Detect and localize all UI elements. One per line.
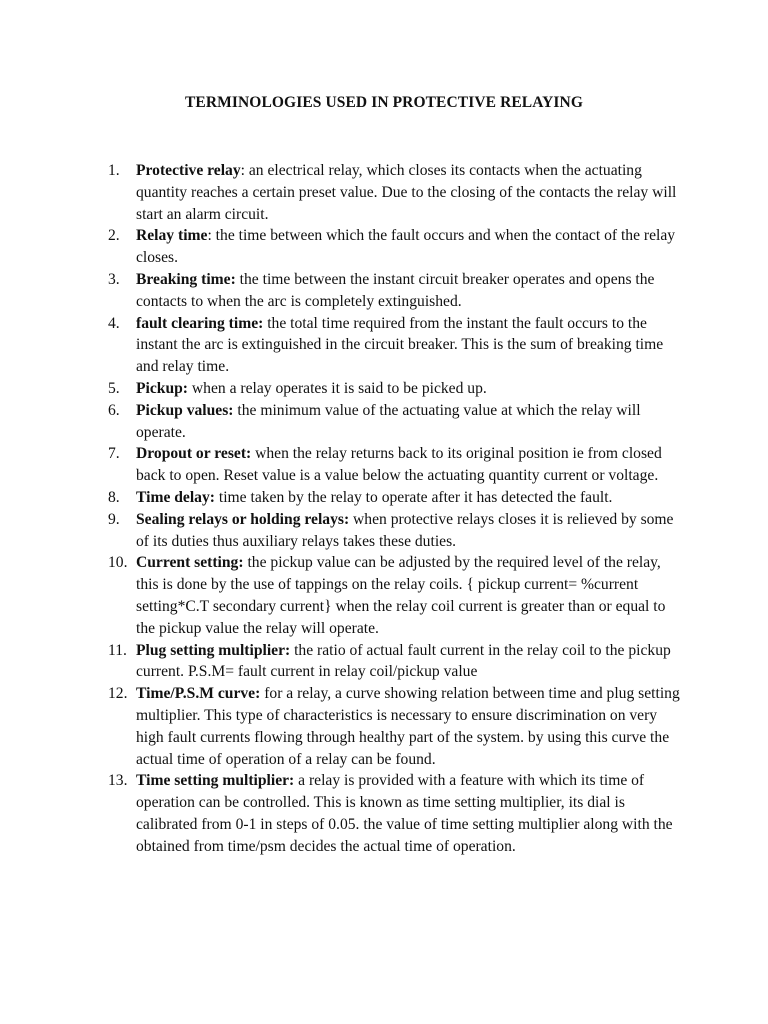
item-number: 10. xyxy=(108,554,128,572)
list-item xyxy=(108,378,686,400)
item-number: 13. xyxy=(108,772,128,790)
term-name: Current setting: xyxy=(136,554,244,572)
page-title: TERMINOLOGIES USED IN PROTECTIVE RELAYING xyxy=(184,94,583,111)
term-definition: when protective relays closes it is relieved by some of its duties thus auxiliary relays takes these duties. xyxy=(136,510,674,550)
list-item xyxy=(108,640,686,684)
term-name: Protective relay xyxy=(136,162,241,179)
term-definition: the ratio of actual fault current in the relay coil to the pickup current. P.S.M= fault current in relay coil/pickup value xyxy=(136,641,671,681)
term-definition: for a relay, a curve showing relation between time and plug setting multiplier. This type of characteristics is necessary to ensure discrimination on very high fault currents flowing through healthy part of the system. by using this curve the actual time of operation of a relay can be found. xyxy=(136,685,680,768)
list-item xyxy=(108,683,686,770)
term-definition: time taken by the relay to operate after it has detected the fault. xyxy=(214,488,613,506)
list-item xyxy=(108,160,686,225)
term-definition: the total time required from the instant the fault occurs to the instant the arc is extinguished in the circuit breaker. This is the sum of breaking time and relay time. xyxy=(136,314,664,376)
term-name: Sealing relays or holding relays: xyxy=(136,510,350,528)
list-item xyxy=(108,225,686,269)
item-number: 5. xyxy=(108,379,120,397)
terminology-list xyxy=(108,160,686,858)
term-name: Time/P.S.M curve: xyxy=(136,685,261,703)
term-name: Dropout or reset: xyxy=(136,445,252,463)
term-definition: a relay is provided with a feature with which its time of operation can be controlled. This is known as time setting multiplier, its dial is calibrated from 0-1 in steps of 0.05. the value of time setting multiplier along with the obtained from time/psm decides the actual time of operation. xyxy=(136,772,673,855)
item-number: 6. xyxy=(108,401,120,419)
item-number: 12. xyxy=(108,685,128,703)
term-name: Plug setting multiplier: xyxy=(136,641,291,659)
term-definition: when a relay operates it is said to be picked up. xyxy=(188,379,487,397)
list-item xyxy=(108,269,686,313)
item-number: 1. xyxy=(108,162,120,179)
list-item xyxy=(108,400,686,444)
list-item xyxy=(108,487,686,509)
term-definition: : the time between which the fault occurs and when the contact of the relay closes. xyxy=(136,227,676,267)
term-name: Time setting multiplier: xyxy=(136,772,295,790)
list-item xyxy=(108,313,686,378)
term-name: Pickup: xyxy=(136,379,188,397)
item-number: 9. xyxy=(108,510,120,528)
item-number: 7. xyxy=(108,445,120,463)
term-definition: the time between the instant circuit breaker operates and opens the contacts to when the arc is completely extinguished. xyxy=(136,270,655,310)
list-item xyxy=(108,770,686,857)
term-definition: when the relay returns back to its original position ie from closed back to open. Reset value is a value below the actuating quantity current or voltage. xyxy=(136,445,662,485)
list-item xyxy=(108,509,686,553)
term-name: Relay time xyxy=(136,227,208,245)
item-number: 2. xyxy=(108,227,120,245)
term-name: Time delay: xyxy=(136,488,215,506)
list-item xyxy=(108,552,686,639)
term-definition: : an electrical relay, which closes its contacts when the actuating quantity reaches a certain preset value. Due to the closing of the contacts the relay will start an alarm circuit. xyxy=(136,162,677,223)
term-name: fault clearing time: xyxy=(136,314,264,332)
term-definition: the minimum value of the actuating value at which the relay will operate. xyxy=(136,401,641,441)
item-number: 4. xyxy=(108,314,120,332)
term-name: Breaking time: xyxy=(136,270,236,288)
list-item xyxy=(108,443,686,487)
item-number: 11. xyxy=(108,641,127,659)
term-definition: the pickup value can be adjusted by the required level of the relay, this is done by the use of tappings on the relay coils. { pickup current= %current setting*C.T secondary current} when the relay coil current is greater than or equal to the pickup value the relay will operate. xyxy=(136,554,666,637)
item-number: 3. xyxy=(108,270,120,288)
term-name: Pickup values: xyxy=(136,401,234,419)
item-number: 8. xyxy=(108,488,120,506)
